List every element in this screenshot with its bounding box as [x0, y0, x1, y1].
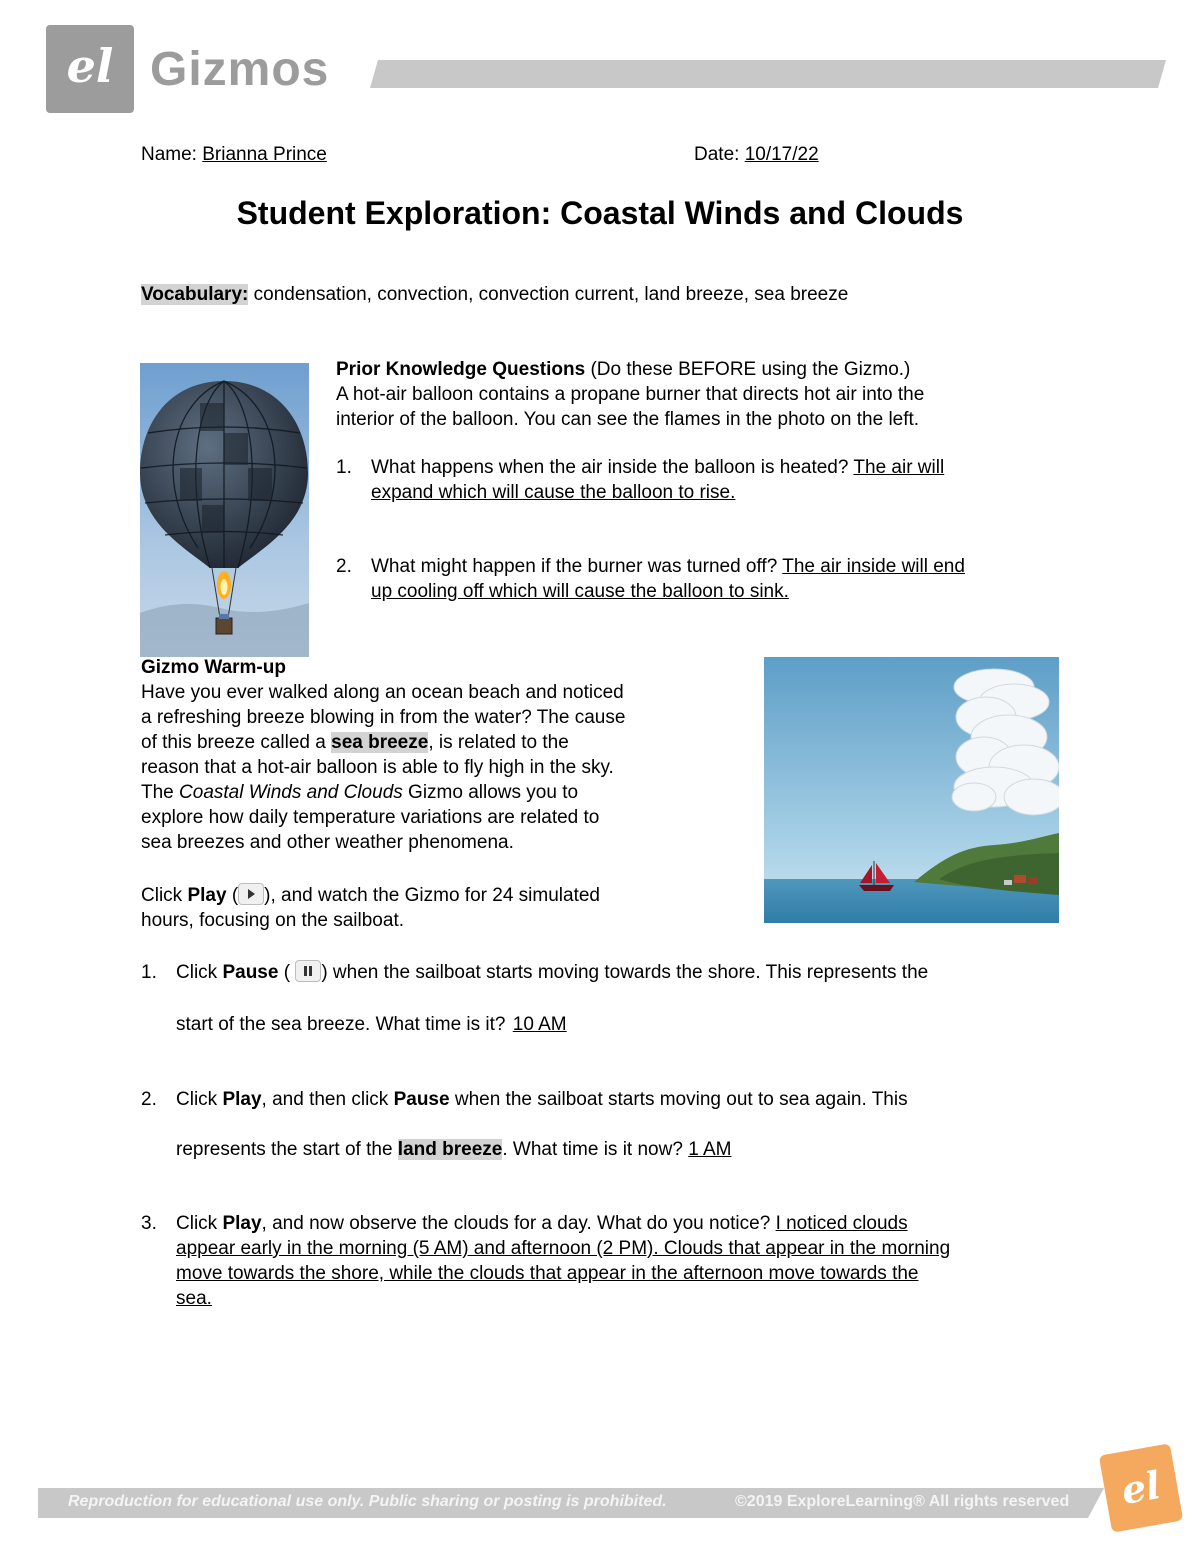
answer-text: 10 AM [512, 1014, 567, 1035]
logo-text: el [66, 39, 114, 93]
hot-air-balloon-photo [140, 363, 309, 657]
warmup-heading: Gizmo Warm-up [141, 657, 286, 678]
answer-text: The air inside will end [782, 556, 965, 577]
prior-intro-line-1: A hot-air balloon contains a propane burner that directs hot air into the [336, 384, 925, 405]
answer-text: expand which will cause the balloon to rise. [371, 482, 736, 503]
play-icon [238, 883, 264, 905]
pause-icon [295, 960, 321, 982]
land-breeze-term: land breeze [397, 1139, 503, 1160]
footer-disclaimer: Reproduction for educational use only. Public sharing or posting is prohibited. [68, 1493, 667, 1510]
prior-knowledge-heading: Prior Knowledge Questions [336, 359, 586, 380]
question-text: What happens when the air inside the balloon is heated? [371, 457, 849, 478]
date-value: 10/17/22 [744, 144, 819, 165]
answer-text: move towards the shore, while the clouds that appear in the afternoon move towards the [176, 1263, 919, 1284]
gizmo-title-italic: Coastal Winds and Clouds [179, 782, 403, 803]
prior-knowledge-section [336, 357, 1056, 614]
date-field: Date: 10/17/22 [694, 144, 819, 165]
footer-explorelearning-logo: el [1099, 1443, 1183, 1532]
footer-copyright: ©2019 ExploreLearning® All rights reserved [735, 1493, 1070, 1510]
prior-knowledge-note: (Do these BEFORE using the Gizmo.) [590, 359, 911, 380]
gizmo-warmup-section: Gizmo Warm-up Have you ever walked along an ocean beach and noticed a refreshing breeze blowing in from the water? The cause of this breeze called a sea breeze, is related to the reason that a hot-air balloon is able to fly high in the sky. The Coastal Winds and Clouds Gizmo allows you to explore how daily temperature variations are related to sea breezes and other weather phenomena. [141, 657, 626, 853]
name-field: Name: Brianna Prince [141, 144, 327, 165]
vocabulary-terms: condensation, convection, convection current, land breeze, sea breeze [253, 284, 849, 305]
answer-text: up cooling off which will cause the balloon to sink. [371, 581, 789, 602]
answer-text: The air will [853, 457, 945, 478]
prior-question-2: 2. What might happen if the burner was turned off? The air inside will end up cooling off which will cause the balloon to sink. [336, 556, 965, 602]
header-bar [370, 60, 1166, 88]
question-text: What might happen if the burner was turned off? [371, 556, 778, 577]
prior-knowledge-heading-line [336, 357, 1056, 382]
prior-question-1: 1. What happens when the air inside the balloon is heated? The air will expand which will cause the balloon to rise. [336, 457, 945, 503]
prior-intro-line-2: interior of the balloon. You can see the flames in the photo on the left. [336, 409, 920, 430]
explorelearning-logo [46, 25, 134, 113]
gizmos-brand: Gizmos [150, 43, 330, 96]
answer-text: appear early in the morning (5 AM) and afternoon (2 PM). Clouds that appear in the morning [176, 1238, 951, 1259]
coastal-scene-image [764, 657, 1059, 923]
name-value: Brianna Prince [202, 144, 327, 165]
play-instruction: Click Play ( ), and watch the Gizmo for 24 simulated hours, focusing on the sailboat. [141, 885, 600, 931]
page-title: Student Exploration: Coastal Winds and Clouds [236, 195, 964, 231]
answer-text: sea. [176, 1288, 212, 1309]
sea-breeze-term: sea breeze [331, 732, 429, 753]
vocabulary-line [141, 282, 1091, 307]
answer-text: I noticed clouds [775, 1213, 908, 1234]
answer-text: 1 AM [688, 1139, 732, 1160]
vocabulary-label: Vocabulary: [141, 284, 249, 305]
